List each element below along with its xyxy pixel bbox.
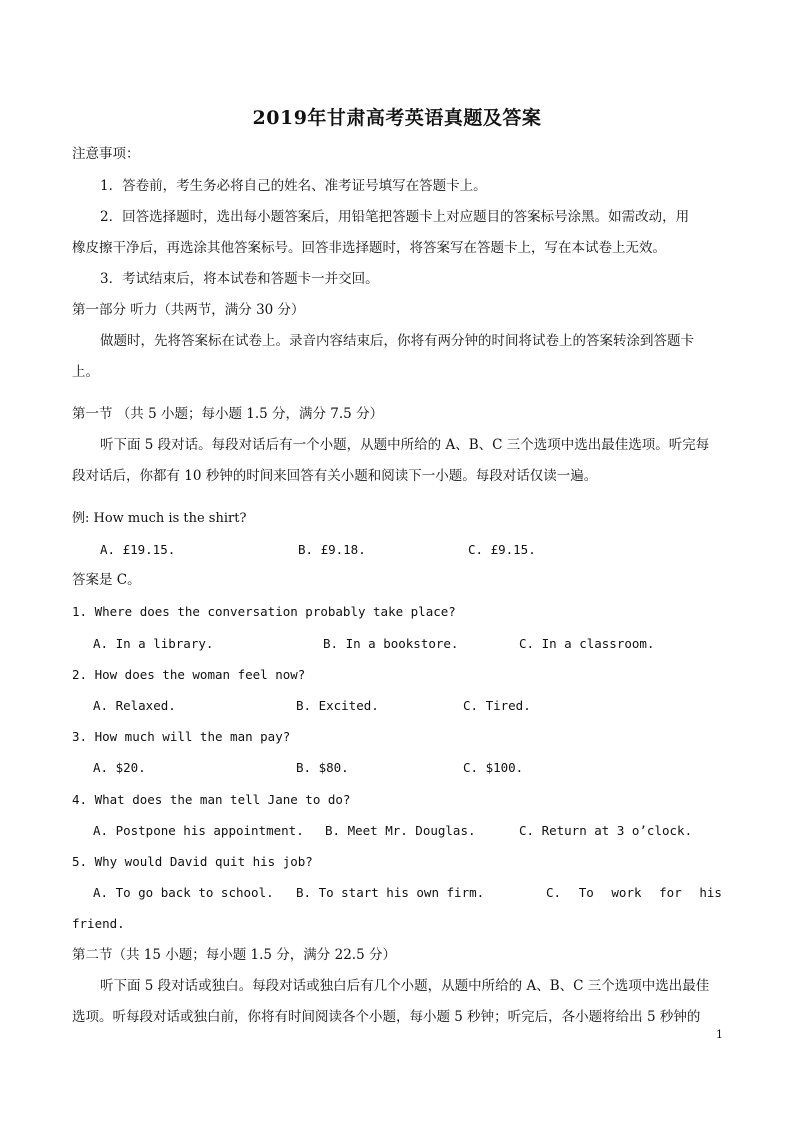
part1-heading: 第一部分 听力（共两节，满分 30 分） <box>72 302 305 318</box>
page-number: 1 <box>716 1028 723 1041</box>
notice-heading: 注意事项： <box>72 146 140 162</box>
q3-option-c: C. $100. <box>463 760 524 775</box>
q5-option-c-word: his <box>699 885 722 900</box>
section1-heading: 第一节 （共 5 小题；每小题 1.5 分，满分 7.5 分） <box>72 406 384 422</box>
q4-option-a: A. Postpone his appointment. <box>93 823 304 838</box>
q2-option-c: C. Tired. <box>463 698 531 713</box>
section2-heading: 第二节（共 15 小题；每小题 1.5 分，满分 22.5 分） <box>72 947 396 963</box>
page-title: 2019年甘肃高考英语真题及答案 <box>252 107 542 129</box>
part1-intro-line2: 上。 <box>72 364 99 380</box>
q3-option-b: B. $80. <box>296 760 349 775</box>
example-answer: 答案是 C。 <box>72 572 141 588</box>
q5-option-c-continued: friend. <box>72 916 125 931</box>
section2-intro-line1: 听下面 5 段对话或独白。每段对话或独白后有几个小题，从题中所给的 A、B、C 三个选项中选出最佳 <box>100 978 710 994</box>
section2-intro-line2: 选项。听每段对话或独白前，你将有时间阅读各个小题，每小题 5 秒钟；听完后，各小题将给出 5 秒钟的 <box>72 1009 701 1025</box>
notice-item-3: 3．考试结束后，将本试卷和答题卡一并交回。 <box>100 271 379 287</box>
q2-option-b: B. Excited. <box>296 698 379 713</box>
question-2: 2. How does the woman feel now? <box>72 667 306 682</box>
example-question-text: 例: How much is the shirt? <box>72 511 247 526</box>
q5-option-c-word: C. <box>546 885 562 900</box>
q5-option-c-word: work <box>611 885 642 900</box>
example-option-b: B. £9.18. <box>298 542 366 557</box>
q5-option-c-word: To <box>578 885 594 900</box>
q4-option-b: B. Meet Mr. Douglas. <box>325 823 476 838</box>
question-3: 3. How much will the man pay? <box>72 729 291 744</box>
notice-item-1: 1．答卷前，考生务必将自己的姓名、准考证号填写在答题卡上。 <box>100 178 487 194</box>
q5-option-a: A. To go back to school. <box>93 885 274 900</box>
part1-intro-line1: 做题时，先将答案标在试卷上。录音内容结束后，你将有两分钟的时间将试卷上的答案转涂到答题卡 <box>100 333 694 349</box>
q4-option-c: C. Return at 3 o’clock. <box>519 823 693 838</box>
q5-option-c-word: for <box>659 885 682 900</box>
example-question <box>72 509 246 528</box>
q1-option-c: C. In a classroom. <box>519 636 655 651</box>
example-option-c: C. £9.15. <box>468 542 536 557</box>
example-option-a: A. £19.15. <box>100 542 176 557</box>
notice-item-2-line1: 2．回答选择题时，选出每小题答案后，用铅笔把答题卡上对应题目的答案标号涂黑。如需改动，用 <box>100 209 690 225</box>
q1-option-b: B. In a bookstore. <box>323 636 459 651</box>
question-1: 1. Where does the conversation probably take place? <box>72 604 456 619</box>
question-4: 4. What does the man tell Jane to do? <box>72 792 351 807</box>
section1-intro-line2: 段对话后，你都有 10 秒钟的时间来回答有关小题和阅读下一小题。每段对话仅读一遍。 <box>72 468 598 484</box>
q3-option-a: A. $20. <box>93 760 146 775</box>
section1-intro-line1: 听下面 5 段对话。每段对话后有一个小题，从题中所给的 A、B、C 三个选项中选出最佳选项。听完每 <box>100 437 710 453</box>
q1-option-a: A. In a library. <box>93 636 214 651</box>
notice-item-2-line2: 橡皮擦干净后，再选涂其他答案标号。回答非选择题时，将答案写在答题卡上，写在本试卷上无效。 <box>72 240 666 256</box>
q5-option-c <box>546 884 722 902</box>
q5-option-b: B. To start his own firm. <box>296 885 485 900</box>
q2-option-a: A. Relaxed. <box>93 698 176 713</box>
question-5: 5. Why would David quit his job? <box>72 854 313 869</box>
